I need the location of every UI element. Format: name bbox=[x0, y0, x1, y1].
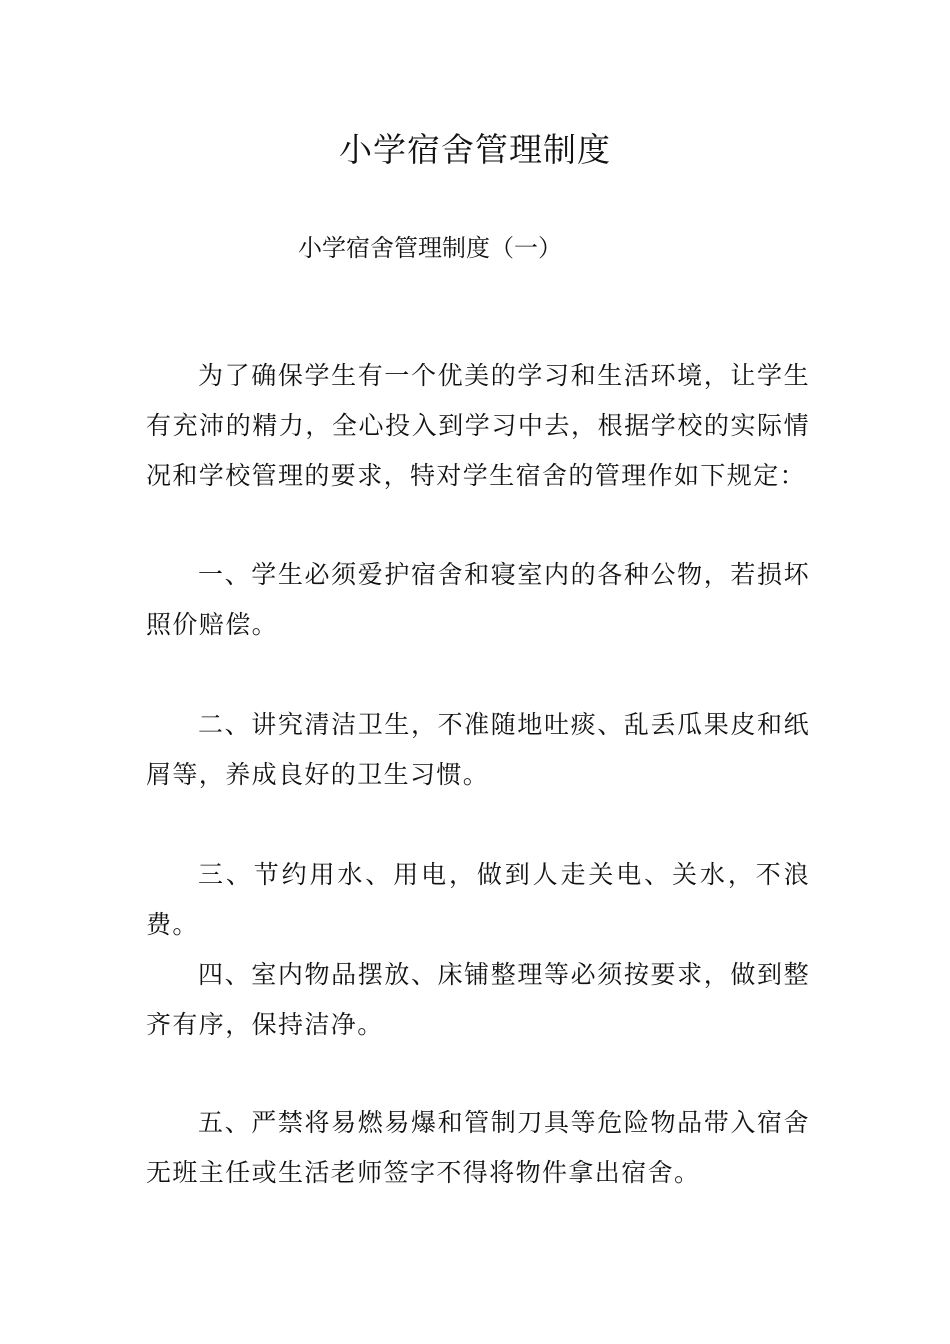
rule-paragraph-4: 四、室内物品摆放、床铺整理等必须按要求，做到整齐有序，保持洁净。 bbox=[146, 960, 810, 1039]
rule-paragraph-1: 一、学生必须爱护宿舍和寝室内的各种公物，若损坏照价赔偿。 bbox=[146, 560, 810, 639]
rule-paragraph-5: 五、严禁将易燃易爆和管制刀具等危险物品带入宿舍无班主任或生活老师签字不得将物件拿出宿舍。 bbox=[146, 1108, 810, 1187]
rule-paragraph-2: 二、讲究清洁卫生，不准随地吐痰、乱丢瓜果皮和纸屑等，养成良好的卫生习惯。 bbox=[146, 710, 810, 789]
intro-paragraph: 为了确保学生有一个优美的学习和生活环境，让学生有充沛的精力，全心投入到学习中去，根据学校的实际情况和学校管理的要求，特对学生宿舍的管理作如下规定： bbox=[146, 361, 810, 490]
section-subtitle: 小学宿舍管理制度（一） bbox=[298, 234, 562, 262]
page-title: 小学宿舍管理制度 bbox=[339, 130, 611, 169]
rule-paragraph-3: 三、节约用水、用电，做到人走关电、关水，不浪费。 bbox=[146, 860, 810, 939]
